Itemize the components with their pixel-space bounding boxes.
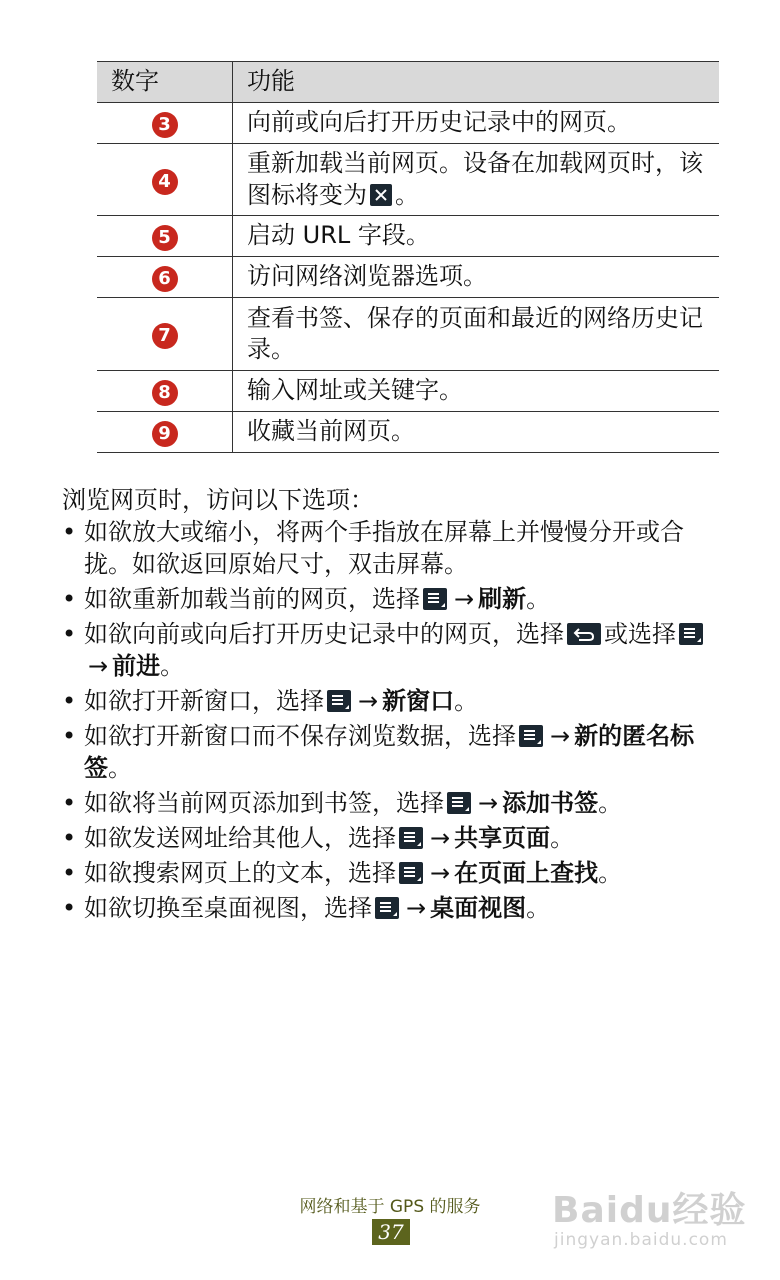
options-intro: 浏览网页时，访问以下选项：: [62, 486, 374, 514]
menu-icon: [375, 897, 399, 919]
list-item: • 如欲打开新窗口，选择 → 新窗口。: [62, 685, 722, 717]
menu-icon: [519, 725, 543, 747]
number-badge: 7: [152, 323, 178, 349]
function-table: [97, 61, 719, 453]
table-row: [97, 216, 719, 257]
number-badge: 6: [152, 266, 178, 292]
list-item: • 如欲放大或缩小，将两个手指放在屏幕上并慢慢分开或合拢。如欲返回原始尺寸，双击屏幕。: [62, 516, 722, 580]
menu-icon: [327, 690, 351, 712]
table-row: [97, 298, 719, 371]
function-text: 收藏当前网页。: [233, 412, 720, 453]
number-badge: 3: [152, 112, 178, 138]
function-text: 访问网络浏览器选项。: [233, 257, 720, 298]
number-badge: 5: [152, 225, 178, 251]
table-header-row: [97, 62, 719, 103]
menu-icon: [679, 623, 703, 645]
watermark-text: Baidu经验: [552, 1190, 747, 1231]
function-text: 启动 URL 字段。: [233, 216, 720, 257]
function-text: 向前或向后打开历史记录中的网页。: [233, 103, 720, 144]
list-item: • 如欲向前或向后打开历史记录中的网页，选择 或选择 → 前进。: [62, 618, 722, 682]
table-row: [97, 412, 719, 453]
menu-icon: [399, 862, 423, 884]
footer-section-title: 网络和基于 GPS 的服务: [299, 1197, 481, 1217]
table-row: [97, 103, 719, 144]
menu-icon: [399, 827, 423, 849]
list-item: • 如欲重新加载当前的网页，选择 → 刷新。: [62, 583, 722, 615]
header-number: 数字: [97, 62, 233, 103]
menu-icon: [423, 588, 447, 610]
list-item: • 如欲打开新窗口而不保存浏览数据，选择 → 新的匿名标签。: [62, 720, 722, 784]
menu-icon: [447, 792, 471, 814]
options-list: [62, 516, 722, 927]
number-badge: 4: [152, 169, 178, 195]
header-function: 功能: [233, 62, 720, 103]
list-item: • 如欲发送网址给其他人，选择 → 共享页面。: [62, 822, 722, 854]
table-row: [97, 144, 719, 216]
table-row: [97, 257, 719, 298]
number-badge: 8: [152, 380, 178, 406]
list-item: • 如欲将当前网页添加到书签，选择 → 添加书签。: [62, 787, 722, 819]
stop-icon: [370, 184, 392, 206]
list-item: • 如欲搜索网页上的文本，选择 → 在页面上查找。: [62, 857, 722, 889]
page-number: 37: [372, 1219, 410, 1245]
table-row: [97, 371, 719, 412]
function-text: 重新加载当前网页。设备在加载网页时，该图标将变为 。: [233, 144, 720, 216]
function-text: 输入网址或关键字。: [233, 371, 720, 412]
function-text: 查看书签、保存的页面和最近的网络历史记录。: [233, 298, 720, 371]
back-icon: [567, 623, 601, 645]
list-item: • 如欲切换至桌面视图，选择 → 桌面视图。: [62, 892, 722, 924]
watermark-url: jingyan.baidu.com: [554, 1230, 728, 1250]
number-badge: 9: [152, 421, 178, 447]
